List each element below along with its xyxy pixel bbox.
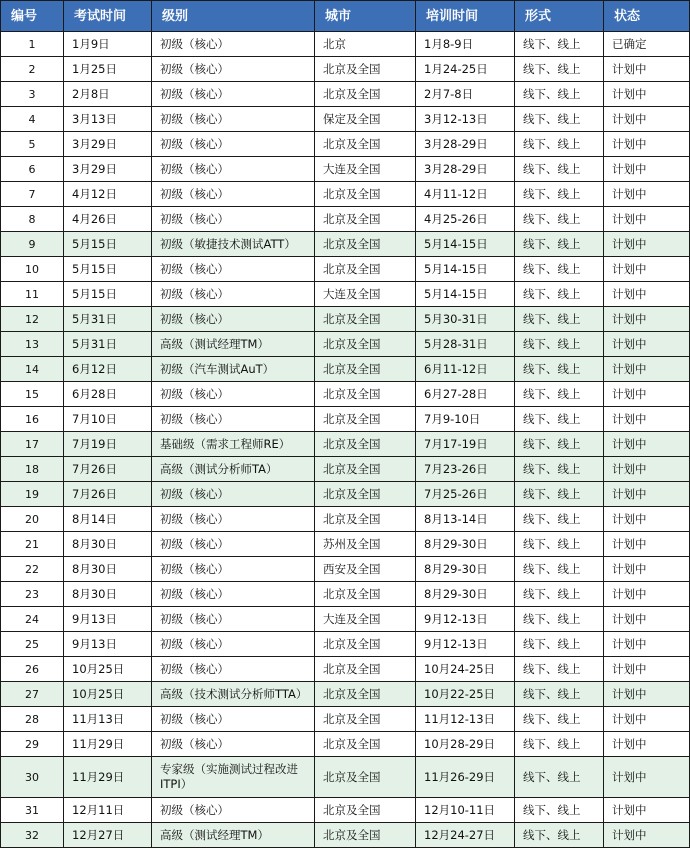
cell-exam-date: 4月26日 [64,207,152,232]
cell-training-date: 10月28-29日 [416,732,515,757]
cell-no: 32 [1,823,64,848]
cell-no: 29 [1,732,64,757]
col-header-no: 编号 [1,1,64,32]
cell-mode: 线下、线上 [515,732,604,757]
cell-training-date: 8月29-30日 [416,557,515,582]
cell-city: 北京及全国 [315,57,416,82]
table-row [1,798,690,823]
cell-no: 9 [1,232,64,257]
cell-mode: 线下、线上 [515,682,604,707]
cell-exam-date: 5月15日 [64,232,152,257]
cell-status: 计划中 [604,132,690,157]
table-row [1,707,690,732]
cell-city: 北京及全国 [315,182,416,207]
table-row [1,232,690,257]
table-row [1,582,690,607]
table-row [1,507,690,532]
cell-status: 计划中 [604,507,690,532]
cell-exam-date: 7月26日 [64,482,152,507]
cell-level: 初级（核心） [152,798,315,823]
cell-city: 保定及全国 [315,107,416,132]
cell-city: 北京及全国 [315,632,416,657]
table-row [1,532,690,557]
cell-mode: 线下、线上 [515,657,604,682]
cell-mode: 线下、线上 [515,632,604,657]
cell-level: 初级（汽车测试AuT） [152,357,315,382]
cell-mode: 线下、线上 [515,307,604,332]
cell-exam-date: 3月29日 [64,132,152,157]
cell-status: 计划中 [604,207,690,232]
cell-no: 23 [1,582,64,607]
col-header-exam-date: 考试时间 [64,1,152,32]
cell-training-date: 1月8-9日 [416,32,515,57]
cell-training-date: 5月14-15日 [416,282,515,307]
cell-no: 6 [1,157,64,182]
cell-mode: 线下、线上 [515,457,604,482]
table-row [1,757,690,798]
cell-status: 计划中 [604,798,690,823]
cell-no: 7 [1,182,64,207]
cell-training-date: 7月23-26日 [416,457,515,482]
cell-mode: 线下、线上 [515,482,604,507]
cell-level: 高级（测试分析师TA） [152,457,315,482]
cell-mode: 线下、线上 [515,107,604,132]
cell-no: 24 [1,607,64,632]
cell-level: 初级（核心） [152,532,315,557]
cell-city: 北京及全国 [315,307,416,332]
cell-mode: 线下、线上 [515,182,604,207]
cell-level: 专家级（实施测试过程改进ITPI） [152,757,315,798]
table-row [1,632,690,657]
cell-training-date: 11月12-13日 [416,707,515,732]
cell-status: 计划中 [604,332,690,357]
cell-status: 计划中 [604,707,690,732]
cell-city: 北京及全国 [315,207,416,232]
cell-city: 北京及全国 [315,357,416,382]
cell-level: 初级（核心） [152,182,315,207]
col-header-city: 城市 [315,1,416,32]
cell-no: 17 [1,432,64,457]
cell-mode: 线下、线上 [515,207,604,232]
cell-status: 计划中 [604,532,690,557]
cell-level: 初级（核心） [152,557,315,582]
cell-exam-date: 6月28日 [64,382,152,407]
cell-no: 20 [1,507,64,532]
cell-exam-date: 5月31日 [64,332,152,357]
cell-status: 计划中 [604,57,690,82]
cell-training-date: 10月22-25日 [416,682,515,707]
table-row [1,482,690,507]
cell-mode: 线下、线上 [515,823,604,848]
cell-exam-date: 1月9日 [64,32,152,57]
cell-exam-date: 9月13日 [64,607,152,632]
cell-mode: 线下、线上 [515,607,604,632]
table-row [1,307,690,332]
cell-mode: 线下、线上 [515,82,604,107]
cell-status: 计划中 [604,357,690,382]
cell-no: 25 [1,632,64,657]
cell-training-date: 3月28-29日 [416,157,515,182]
cell-no: 14 [1,357,64,382]
cell-status: 计划中 [604,407,690,432]
cell-status: 计划中 [604,457,690,482]
cell-no: 31 [1,798,64,823]
cell-exam-date: 3月13日 [64,107,152,132]
cell-exam-date: 8月30日 [64,532,152,557]
cell-level: 初级（核心） [152,507,315,532]
cell-training-date: 6月11-12日 [416,357,515,382]
col-header-status: 状态 [604,1,690,32]
cell-no: 19 [1,482,64,507]
cell-status: 计划中 [604,232,690,257]
cell-city: 北京及全国 [315,707,416,732]
cell-status: 已确定 [604,32,690,57]
cell-exam-date: 6月12日 [64,357,152,382]
cell-training-date: 3月12-13日 [416,107,515,132]
cell-no: 5 [1,132,64,157]
cell-level: 初级（核心） [152,257,315,282]
cell-training-date: 8月29-30日 [416,582,515,607]
cell-status: 计划中 [604,107,690,132]
table-row [1,657,690,682]
cell-mode: 线下、线上 [515,557,604,582]
cell-city: 北京及全国 [315,257,416,282]
cell-exam-date: 7月26日 [64,457,152,482]
cell-exam-date: 12月11日 [64,798,152,823]
cell-city: 北京及全国 [315,582,416,607]
cell-training-date: 4月25-26日 [416,207,515,232]
cell-status: 计划中 [604,732,690,757]
cell-city: 北京及全国 [315,457,416,482]
cell-no: 26 [1,657,64,682]
cell-city: 北京 [315,32,416,57]
cell-mode: 线下、线上 [515,707,604,732]
cell-level: 初级（核心） [152,157,315,182]
cell-exam-date: 5月15日 [64,282,152,307]
cell-no: 27 [1,682,64,707]
cell-status: 计划中 [604,257,690,282]
cell-mode: 线下、线上 [515,32,604,57]
cell-level: 初级（核心） [152,632,315,657]
cell-city: 北京及全国 [315,132,416,157]
table-row [1,407,690,432]
cell-status: 计划中 [604,582,690,607]
cell-level: 初级（核心） [152,657,315,682]
cell-level: 初级（核心） [152,57,315,82]
cell-level: 初级（核心） [152,107,315,132]
col-header-level: 级别 [152,1,315,32]
cell-status: 计划中 [604,282,690,307]
table-row [1,282,690,307]
cell-status: 计划中 [604,657,690,682]
cell-exam-date: 11月29日 [64,757,152,798]
cell-city: 北京及全国 [315,657,416,682]
cell-city: 大连及全国 [315,282,416,307]
table-row [1,157,690,182]
cell-level: 初级（核心） [152,207,315,232]
cell-level: 初级（核心） [152,407,315,432]
cell-training-date: 5月30-31日 [416,307,515,332]
cell-training-date: 5月14-15日 [416,257,515,282]
table-body [1,32,690,848]
cell-city: 北京及全国 [315,332,416,357]
cell-training-date: 8月29-30日 [416,532,515,557]
cell-mode: 线下、线上 [515,332,604,357]
cell-city: 北京及全国 [315,407,416,432]
cell-city: 北京及全国 [315,232,416,257]
cell-status: 计划中 [604,557,690,582]
cell-mode: 线下、线上 [515,157,604,182]
table-row [1,132,690,157]
cell-training-date: 11月26-29日 [416,757,515,798]
cell-status: 计划中 [604,382,690,407]
cell-level: 初级（核心） [152,607,315,632]
cell-exam-date: 5月15日 [64,257,152,282]
cell-exam-date: 10月25日 [64,682,152,707]
cell-mode: 线下、线上 [515,357,604,382]
cell-no: 21 [1,532,64,557]
cell-exam-date: 2月8日 [64,82,152,107]
cell-level: 高级（测试经理TM） [152,332,315,357]
cell-training-date: 2月7-8日 [416,82,515,107]
cell-level: 初级（核心） [152,32,315,57]
cell-training-date: 9月12-13日 [416,632,515,657]
cell-exam-date: 9月13日 [64,632,152,657]
table-row [1,432,690,457]
cell-no: 28 [1,707,64,732]
cell-exam-date: 11月13日 [64,707,152,732]
cell-city: 北京及全国 [315,382,416,407]
cell-mode: 线下、线上 [515,432,604,457]
table-row [1,557,690,582]
cell-training-date: 7月17-19日 [416,432,515,457]
cell-no: 15 [1,382,64,407]
cell-mode: 线下、线上 [515,757,604,798]
cell-no: 18 [1,457,64,482]
cell-status: 计划中 [604,682,690,707]
cell-mode: 线下、线上 [515,257,604,282]
cell-training-date: 6月27-28日 [416,382,515,407]
cell-training-date: 7月25-26日 [416,482,515,507]
cell-city: 大连及全国 [315,157,416,182]
cell-city: 北京及全国 [315,823,416,848]
cell-level: 高级（技术测试分析师TTA） [152,682,315,707]
table-row [1,457,690,482]
table-row [1,823,690,848]
cell-level: 初级（核心） [152,582,315,607]
cell-city: 大连及全国 [315,607,416,632]
col-header-training-date: 培训时间 [416,1,515,32]
cell-no: 22 [1,557,64,582]
cell-training-date: 12月24-27日 [416,823,515,848]
cell-mode: 线下、线上 [515,232,604,257]
cell-status: 计划中 [604,632,690,657]
cell-no: 13 [1,332,64,357]
table-row [1,382,690,407]
cell-exam-date: 8月30日 [64,557,152,582]
cell-level: 基础级（需求工程师RE） [152,432,315,457]
cell-level: 初级（核心） [152,82,315,107]
table-row [1,257,690,282]
cell-training-date: 5月14-15日 [416,232,515,257]
cell-training-date: 5月28-31日 [416,332,515,357]
cell-level: 初级（核心） [152,382,315,407]
cell-mode: 线下、线上 [515,582,604,607]
cell-training-date: 12月10-11日 [416,798,515,823]
cell-city: 北京及全国 [315,682,416,707]
cell-city: 北京及全国 [315,798,416,823]
cell-training-date: 3月28-29日 [416,132,515,157]
cell-training-date: 9月12-13日 [416,607,515,632]
cell-exam-date: 4月12日 [64,182,152,207]
table-row [1,182,690,207]
cell-exam-date: 5月31日 [64,307,152,332]
cell-no: 1 [1,32,64,57]
cell-no: 4 [1,107,64,132]
cell-status: 计划中 [604,82,690,107]
cell-level: 初级（核心） [152,732,315,757]
cell-status: 计划中 [604,607,690,632]
cell-status: 计划中 [604,157,690,182]
cell-status: 计划中 [604,823,690,848]
cell-training-date: 8月13-14日 [416,507,515,532]
cell-status: 计划中 [604,432,690,457]
cell-no: 16 [1,407,64,432]
cell-status: 计划中 [604,307,690,332]
cell-status: 计划中 [604,182,690,207]
col-header-mode: 形式 [515,1,604,32]
cell-no: 30 [1,757,64,798]
cell-city: 苏州及全国 [315,532,416,557]
table-row [1,357,690,382]
table-row [1,332,690,357]
cell-mode: 线下、线上 [515,798,604,823]
cell-mode: 线下、线上 [515,407,604,432]
cell-level: 初级（核心） [152,482,315,507]
cell-city: 北京及全国 [315,482,416,507]
cell-no: 2 [1,57,64,82]
cell-exam-date: 1月25日 [64,57,152,82]
cell-status: 计划中 [604,482,690,507]
cell-mode: 线下、线上 [515,507,604,532]
table-row [1,682,690,707]
cell-training-date: 1月24-25日 [416,57,515,82]
cell-exam-date: 10月25日 [64,657,152,682]
cell-mode: 线下、线上 [515,282,604,307]
table-row [1,207,690,232]
cell-exam-date: 7月10日 [64,407,152,432]
cell-training-date: 10月24-25日 [416,657,515,682]
cell-no: 3 [1,82,64,107]
cell-exam-date: 8月30日 [64,582,152,607]
cell-city: 北京及全国 [315,757,416,798]
cell-exam-date: 7月19日 [64,432,152,457]
cell-city: 北京及全国 [315,507,416,532]
cell-mode: 线下、线上 [515,57,604,82]
cell-level: 初级（核心） [152,282,315,307]
cell-training-date: 4月11-12日 [416,182,515,207]
cell-level: 初级（核心） [152,307,315,332]
cell-level: 初级（核心） [152,132,315,157]
cell-city: 西安及全国 [315,557,416,582]
cell-exam-date: 3月29日 [64,157,152,182]
table-row [1,82,690,107]
cell-city: 北京及全国 [315,432,416,457]
table-row [1,107,690,132]
cell-no: 10 [1,257,64,282]
cell-training-date: 7月9-10日 [416,407,515,432]
table-row [1,32,690,57]
cell-city: 北京及全国 [315,82,416,107]
cell-no: 11 [1,282,64,307]
cell-exam-date: 12月27日 [64,823,152,848]
cell-mode: 线下、线上 [515,382,604,407]
cell-level: 高级（测试经理TM） [152,823,315,848]
table-row [1,607,690,632]
cell-exam-date: 8月14日 [64,507,152,532]
cell-level: 初级（敏捷技术测试ATT） [152,232,315,257]
cell-city: 北京及全国 [315,732,416,757]
cell-mode: 线下、线上 [515,132,604,157]
cell-level: 初级（核心） [152,707,315,732]
cell-status: 计划中 [604,757,690,798]
cell-exam-date: 11月29日 [64,732,152,757]
cell-mode: 线下、线上 [515,532,604,557]
header-row [1,1,690,32]
cell-no: 8 [1,207,64,232]
table-row [1,732,690,757]
table-row [1,57,690,82]
cell-no: 12 [1,307,64,332]
